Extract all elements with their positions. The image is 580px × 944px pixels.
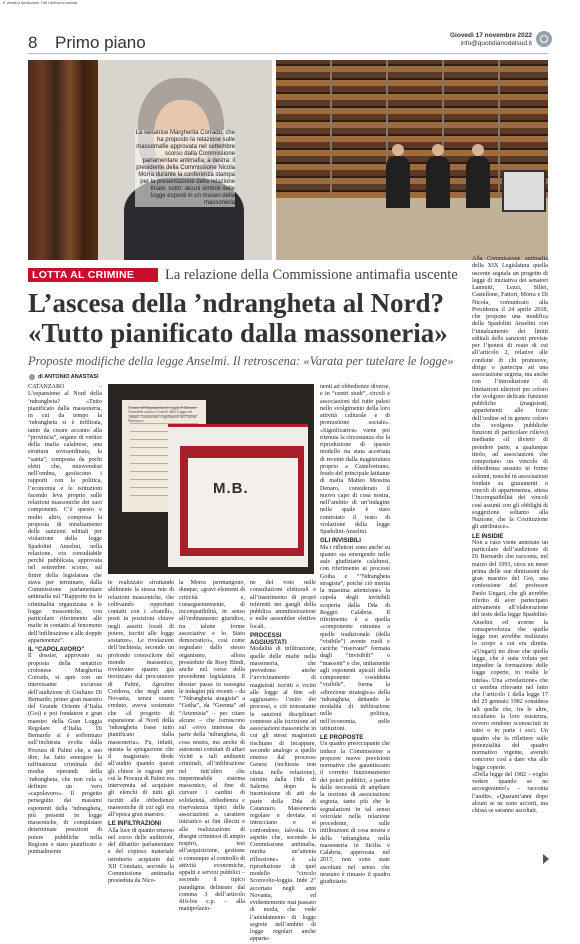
article-column-4 [250, 580, 316, 943]
article-column-6 [472, 256, 548, 864]
paragraph: te realizzato sfruttando abilmente la stessa rete di relazioni massoniche, che coltivando opportuni contatti con i «fratelli», posti in posizioni chiave negli assetti locali di potere, iscritti alle logge sostanze». Le rivelazioni dell’inchiesta, secondo un profondo conoscitore del mondo massonico, rivelavano quanto già teorizzato dal procuratore di Palmi, Agostino Cordova, che negli anni Novanta, senza essere creduto, aveva sostenuto che «il progetto di espansione al Nord della ’ndrangheta fosse tutto pianificato dalla massoneria». Fu, infatti, questa la spiegazione che il magistrato diede all’audito quando questi gli chiese le ragioni per cui la Procura di Palmi era intervenuta ad acquisire gli elenchi di tutti gli iscritti alle obbedienze massoniche di cui egli era all’epoca gran maestro. [108, 580, 174, 818]
subheading: LE INFILTRAZIONI [108, 820, 162, 828]
contact-email[interactable]: info@quotidianodelsud.it [460, 40, 532, 47]
paragraph: la Morra permangono, dunque, «gravi elementi di criticità e, conseguentemente, di incompatibilità, in senso all’ordinamento giuridico, tra talune forme associative e lo Stato democratico», così come segnalato dallo stesso organismo, allora presieduto da Rosy Bindi, anche nel corso della precedente legislatura. Il dossier passa in rassegna le indagini più recenti – da “’Ndrangheta stragista” a “Gotha”, da “Geenna” ad “Artemisia” – per citare alcune – che forniscono sul «vivo interesse da parte della ’ndrangheta, di cosa nostra, ma anche di autonomi comitati di affari vicini a tali ambienti criminali, all’infiltrazione nel tutt’altro che impermeabile sistema massonico, al fine di curvare i cardini di solidarietà, obbedienza e riservatezza tipici delle associazioni a carattere iniziatico ai fini illeciti e alla realizzazione di disegni criminosi di ampio respiro, tesi all’acquisizione, gestione o comunque al controllo di attività economiche, appalti e servizi pubblici – secondo il tipico paradigma delineato dal comma 3 dell’articolo 416-bis c.p. – alla manipolazio- [179, 580, 245, 913]
subheading: LE PROPOSTE [320, 734, 364, 741]
photo-caption: La senatrice Margherita Corrado, che ha proposto la relazione sulle massomafie approvata nel settembre scorso dalla Commissione parlamentare antimafia; a destra: il presidente della Commissione Nicola Morra durante la conferenza stampa per la presentazione della relazione finale; sotto: alcuni simboli delle logge esposti in un museo della massoneria [135, 130, 235, 206]
subheading: IL “CAPOLAVORO” [28, 646, 85, 653]
paragraph: Un quadro preoccupante che induce la Commissione a proporre nuove previsioni normative che garantiscano il corretto funzionamento dei poteri pubblici, a partire dalla necessità di ampliare la nozione di associazione segreta, tanto più che le segnalazioni in tal senso veicolate nella relazione precedente, sulle infiltrazioni di cosa nostra e della ’ndrangheta nella massoneria in Sicilia e Calabria, approvata nel 2017, non sono state ascoltate nel senso che nessuno è rimasto il quadro giudiziario. [320, 741, 390, 885]
paragraph: ne del voto nelle consultazioni elettorali e all’inserimento di propri referenti nei gangli della pubblica amministrazione e nelle assemblee elettive locali. [250, 580, 316, 630]
paragraph: Ma i riflettori sono anche su quanto sta emergendo nelle aule giudiziarie calabresi, con riferimento ai processi Gotha e “’Ndrangheta stragista”, poiché ciò merita la massima attenzione» la cupola degli invisibili scoperta dalla Dda di Reggio Calabria. Il riferimento è a quella «componente estranea a quelle tradizionale (della “visibile”) avente ruoli e cariche “riservate” formata dagli “invisibili” o “massoni” e che, unitamente agli esponenti apicali della componente cosiddetta “visibile”, forma la «direzione strategica» della ’ndrangheta, dettando le modalità di infiltrazione nella politica, nell’economia, nelle istituzioni. [320, 544, 390, 732]
headline-line-2: «Tutto pianificato dalla massoneria» [28, 318, 448, 348]
issue-date: Giovedì 17 novembre 2022 [449, 32, 532, 39]
paragraph: CATANZARO – L’espansione al Nord della ’ndrangheta? «Tutto pianificato dalla massoneria, in cui da tempo la ’ndrangheta si è infiltrata, tanto da creare accanto alla “provincia”, organo di vertice della mafia calabrese, una struttura sovraordinata, la “santa”, composta da pochi eletti che, muovendosi nell’ombra, gestiscono i rapporti con la politica, l’economia e le istituzioni facendo leva proprio sulle relazioni massoniche dei suoi componenti. C’è questo e molto altro, compresa la proposta di innalzamento delle sanzioni edittali per violazione della legge Spadolini Anselmi, nella relazione, ora consultabile perché pubblicata, approvata nel settembre scorso, sul finire della legislatura che stava per terminare, dalla Commissione parlamentare antimafia sul “Rapporto tra la criminalità organizzata e le logge massoniche, con particolare riferimento alle mafie in contatto al fenomeno dell’infiltrazione e alle doppie appartenenze”. [28, 384, 102, 644]
subheading: LE INSIDIE [472, 532, 504, 540]
newspaper-logo-icon [536, 31, 552, 47]
apron-initials: M.B. [213, 480, 249, 497]
paragraph: Il dossier, approvato su proposta della senatrice crotonese Margherita Corrado, si apre con un interessante excursus dell’audizione di Giuliano Di Bernardo, primo gran maestro del Grande Oriente d’Italia (Goi) e poi fondatore e gran maestro della Gran Loggia Regolare d’Italia. Di Bernardo si è soffermato sull’inchiesta svolta dalla Procura di Palmi che, a suo dire, ha fatto emergere la raffinatezza criminale del modus operandi della ’ndrangheta, che non cela a definire un vero «capolavoro». Il progetto perseguito dai massimi esponenti della ’ndrangheta, più presenti in logge massoniche, di conquistare determinate posizioni di potere pubbliche nella Regione e stato pianificato e puntualmente [28, 653, 102, 855]
paragraph: Alla luce di quanto emerso nel corso delle audizioni, del dibattito parlamentare e del copioso materiale istruttorio acquisito dal XII Comitato, secondo la Commissione antimafia presieduta da Nico- [108, 827, 174, 885]
subtitle: Proposte modifiche della legge Anselmi. Il retroscena: «Varata per tutelare le logge» [28, 354, 454, 368]
article-column-5 [320, 384, 390, 885]
kicker: La relazione della Commissione antimafia uscente [165, 267, 458, 283]
article-column-2 [108, 580, 174, 885]
subheading: PROCESSI AGGIUSTATI [250, 631, 287, 646]
article-column-1 [28, 384, 102, 864]
paragraph: «Della legge del 1982 – voglio vedere quando se ne accorgeranno!» – racconta l’audito. «Quarant’anni dopo alcuni se ne sono accorti, ma chissà se saranno ascoltati. [472, 771, 548, 814]
article-column-3 [179, 580, 245, 913]
header-divider [28, 53, 548, 54]
masonic-documents-photo [108, 384, 314, 574]
document-text: Estratto del Regolamento di Loggia. Il Maestro Venerabile riunisce i fratelli della Loggia nel Tempio. Costituzioni e regolamenti dell’Ordine Massonico. [128, 406, 197, 424]
continue-arrow-icon [543, 854, 549, 864]
subheading: GLI INVISIBILI [320, 537, 361, 545]
section-tag: LOTTA AL CRIMINE [32, 269, 135, 281]
headline-line-1: L’ascesa della ’ndrangheta al Nord? [28, 288, 445, 318]
copyright-notice: E' vietata la riproduzione. Tutti i diritti sono riservati [3, 1, 78, 5]
paragraph: Non a caso viene annotato un particolare dell’audizione di Di Bernardo che racconta, nel marzo del 1993, circa un mese prima delle sue dimissioni da gran maestro del Goi, una confessione del professor Paolo Ungari, che gli avrebbe riferito di aver partecipato attivamente all’elaborazione del testo della legge Spadolini-Anselmi ed averne la consapevolezza che quella legge non avrebbe realizzato lo scopo a cui era diretta. «(Ungari) mi disse che quella legge, che è stata voluta per impedire la formazione delle logge coperte, in realtà le tutela». Una «rivelazione» che ci sembra rilevante nel fatto che l’articolo 1 della legge 17 del 25 gennaio 1982 considera tali quelle che, fra le altre, occultano la loro esistenza, ovvero rendono sconosciuti in tutto o in parte i soci. Un quadro che fa riflettere sulle potenzialità del quadro normativo vigente, avendo concorso così a dare vita alle logge coperte. [472, 539, 548, 771]
press-conference-photo [276, 60, 548, 260]
paragraph: nenti ad obbedienze diverse, e in “centri studi”, circoli e associazioni del tutto palesi nello svolgimento della loro attività culturale e di promozione sociale». «Significativa» viene poi ritenuta la circostanza che la riproduzione di questo modello sia stata accertata di recente dalla magistratura proprio a Castelvetrano, feudo del principale latitante di mafia Matteo Messina Denaro, considerato il nuovo capo di cosa nostra, nell’ambito di un’indagine nella quale è stato contestato il reato di violazione della legge Spadolini-Anselmi. [320, 384, 390, 535]
author-icon [29, 374, 35, 380]
section-title: Primo piano [55, 33, 146, 52]
paragraph: Modalità di infiltrazione, quelle delle mafie nella massoneria, che prevedono anche l’avvicinamento di magistrati iscritti o vicini alle logge al fine «di aggiustare» l’esito dei processi, e ciò nonostante le sanzioni disciplinari connesse alla iscrizione ad associazioni massoniche in cui gli stessi magistrati rischiano di incappare, secondo analogo a quello emerso dal processo Genesi (inchiesta non citata nella relazione), istruito dalla Dda di Salerno dopo la trasmissione di atti da parte della Dda di Catanzaro. Massoneria regolare e deviata si intrecciano e si confondono, talvolta. Un aspetto che, secondo la Commissione antimafia, merita un’attenta riflessione» è «la riproduzione di quel modello “circolo Sconvolto-loggia. Inde 2” accertato negli anni Novanta, ed evidentemente mai passato di moda, che vede l’annidamento di logge segrete nell’ambito di logge regolari anche apparte- [250, 646, 316, 943]
page-number: 8 [28, 33, 38, 52]
byline: di ANTONIO ANASTASI [38, 374, 99, 380]
paragraph: Alla Commissione antimafia della XIX Legislatura quella uscente segnala un progetto di legge di iniziativa dei senatori Lannutti, Lezzi, Siliei, Castellone, Fattori, Morra e Di Nicola, comunicato alla Presidenza il 24 aprile 2018, che propone una modifica della Spadolini Anselmi con l’innalzamento dei limiti edittali delle sanzioni previste per l’ipotesi di reato di cui all’articolo 2, relative alle condotte di chi promuove, dirige o partecipa ad una associazione segreta, ma anche con l’introduzione di limitazioni ulteriori per coloro che svolgono delicate funzioni pubbliche (magistrati, appartenenti alle forze dell’ordine ed in genere coloro che svolgono pubbliche funzioni di particolare rilievo) mediante «il divieto di prendere parte, a qualunque titolo, ad associazioni che comportano un vincolo di obbedienza assunto in forme solenni, nonché in associazioni fondate su giuramenti o vincoli di appartenenza, attesa l’incompatibilità dei vincoli così assunti con gli obblighi di soggezione soltanto alla Nazione, che la Costituzione gli attribuisce». [472, 256, 548, 531]
